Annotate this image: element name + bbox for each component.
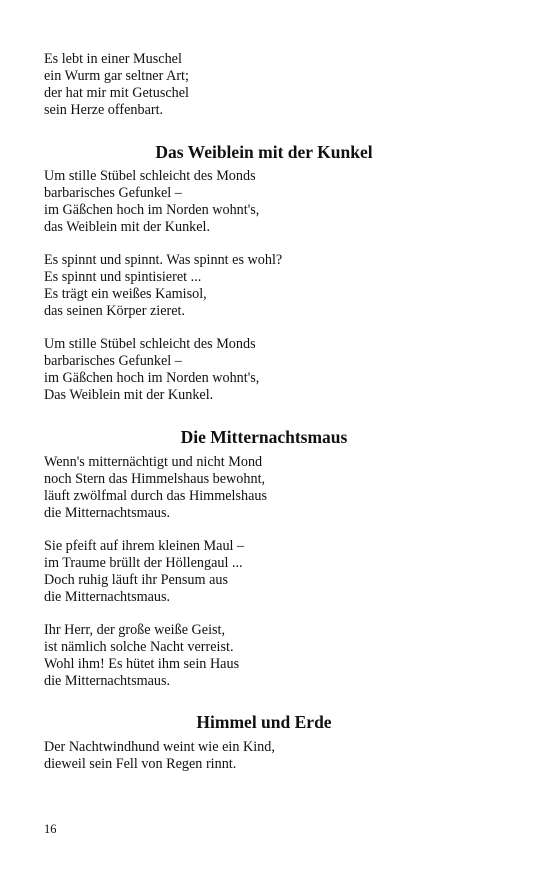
poem-stanza bbox=[44, 168, 484, 236]
poem-line: Um stille Stübel schleicht des Monds bbox=[44, 336, 256, 352]
poem-line: das seinen Körper zieret. bbox=[44, 303, 186, 319]
intro-stanza bbox=[44, 51, 484, 119]
poem-line: sein Herze offenbart. bbox=[44, 102, 164, 118]
poem-line: Sie pfeift auf ihrem kleinen Maul – bbox=[44, 538, 245, 554]
poem-stanza bbox=[44, 252, 484, 320]
poem-stanza bbox=[44, 336, 484, 404]
poem-line: Wohl ihm! Es hütet ihm sein Haus bbox=[44, 656, 240, 672]
poem-stanza bbox=[44, 538, 484, 606]
poem-title: Himmel und Erde bbox=[196, 712, 332, 732]
poem-line: das Weiblein mit der Kunkel. bbox=[44, 219, 211, 235]
poem-line: Wenn's mitternächtigt und nicht Mond bbox=[44, 454, 263, 470]
poem-line: Es trägt ein weißes Kamisol, bbox=[44, 286, 207, 302]
poem-stanza bbox=[44, 454, 484, 522]
poem-line: im Gäßchen hoch im Norden wohnt's, bbox=[44, 202, 260, 218]
poem-title: Das Weiblein mit der Kunkel bbox=[155, 142, 373, 162]
poem-line: barbarisches Gefunkel – bbox=[44, 185, 182, 201]
poem-line: Der Nachtwindhund weint wie ein Kind, bbox=[44, 739, 275, 755]
poem-line: ein Wurm gar seltner Art; bbox=[44, 68, 189, 84]
poem-line: ist nämlich solche Nacht verreist. bbox=[44, 639, 234, 655]
poem-line: Doch ruhig läuft ihr Pensum aus bbox=[44, 572, 229, 588]
poem-line: Um stille Stübel schleicht des Monds bbox=[44, 168, 256, 184]
poem-line: der hat mir mit Getuschel bbox=[44, 85, 189, 101]
poem-line: die Mitternachtsmaus. bbox=[44, 589, 171, 605]
poem-stanza bbox=[44, 739, 484, 773]
poem-line: dieweil sein Fell von Regen rinnt. bbox=[44, 756, 237, 772]
poem-line: Es lebt in einer Muschel bbox=[44, 51, 182, 67]
page-number: 16 bbox=[44, 822, 57, 836]
poem-line: Es spinnt und spinnt. Was spinnt es wohl? bbox=[44, 252, 283, 268]
poem-line: barbarisches Gefunkel – bbox=[44, 353, 182, 369]
poem-line: im Gäßchen hoch im Norden wohnt's, bbox=[44, 370, 260, 386]
poem-line: noch Stern das Himmelshaus bewohnt, bbox=[44, 471, 266, 487]
poem-line: Es spinnt und spintisieret ... bbox=[44, 269, 202, 285]
poem-line: die Mitternachtsmaus. bbox=[44, 673, 171, 689]
poem-line: läuft zwölfmal durch das Himmelshaus bbox=[44, 488, 268, 504]
poem-stanza bbox=[44, 622, 484, 690]
poem-line: Ihr Herr, der große weiße Geist, bbox=[44, 622, 226, 638]
poem-line: im Traume brüllt der Höllengaul ... bbox=[44, 555, 243, 571]
poem-line: Das Weiblein mit der Kunkel. bbox=[44, 387, 214, 403]
poem-line: die Mitternachtsmaus. bbox=[44, 505, 171, 521]
poem-title: Die Mitternachtsmaus bbox=[180, 427, 348, 447]
